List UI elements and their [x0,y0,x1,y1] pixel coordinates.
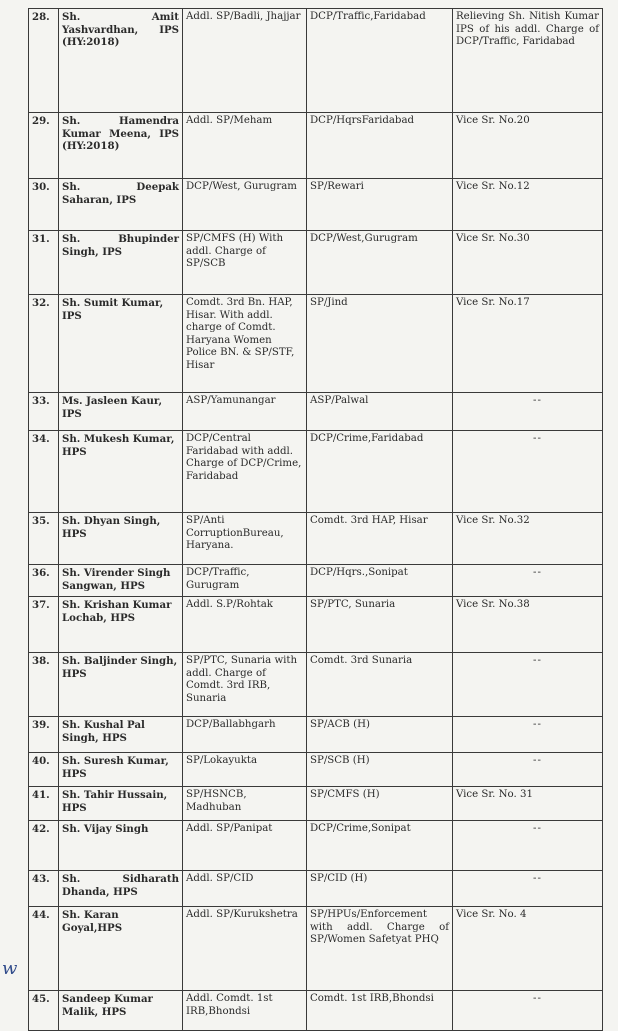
no-remark-dash: -- [533,719,542,730]
table-row [29,907,603,991]
table-row [29,513,603,565]
sr-no-cell: 42. [29,821,59,871]
sr-no-cell: 41. [29,787,59,821]
to-post-cell: Comdt. 3rd HAP, Hisar [307,513,453,565]
officer-name-cell: Sh. Bhupinder Singh, IPS [59,231,183,295]
officer-name-cell: Sh. Karan Goyal,HPS [59,907,183,991]
officer-name-cell: Sh. Krishan Kumar Lochab, HPS [59,597,183,653]
table-row [29,753,603,787]
remarks-cell: Vice Sr. No.30 [453,231,603,295]
remarks-cell [453,717,603,753]
remarks-cell: Relieving Sh. Nitish Kumar IPS of his addl. Charge of DCP/Traffic, Faridabad [453,9,603,113]
sr-no-cell: 36. [29,565,59,597]
to-post-cell: SP/CID (H) [307,871,453,907]
from-post-cell: DCP/Ballabhgarh [183,717,307,753]
table-row [29,113,603,179]
to-post-cell: Comdt. 3rd Sunaria [307,653,453,717]
sr-no-cell: 40. [29,753,59,787]
transfer-table [28,8,603,1031]
no-remark-dash: -- [533,433,542,444]
officer-name-cell: Sh. Sumit Kumar, IPS [59,295,183,393]
officer-name-cell: Sandeep Kumar Malik, HPS [59,991,183,1031]
remarks-cell [453,753,603,787]
remarks-cell [453,431,603,513]
from-post-cell: Addl. SP/Panipat [183,821,307,871]
from-post-cell: DCP/Central Faridabad with addl. Charge of DCP/Crime, Faridabad [183,431,307,513]
no-remark-dash: -- [533,823,542,834]
table-row [29,295,603,393]
to-post-cell: SP/ACB (H) [307,717,453,753]
remarks-cell: Vice Sr. No. 4 [453,907,603,991]
from-post-cell: SP/Lokayukta [183,753,307,787]
to-post-cell: SP/Jind [307,295,453,393]
sr-no-cell: 39. [29,717,59,753]
to-post-cell: SP/HPUs/Enforcement with addl. Charge of SP/Women Safetyat PHQ [307,907,453,991]
remarks-cell: Vice Sr. No.38 [453,597,603,653]
sr-no-cell: 37. [29,597,59,653]
no-remark-dash: -- [533,873,542,884]
officer-name-cell: Sh. Virender Singh Sangwan, HPS [59,565,183,597]
sr-no-cell: 45. [29,991,59,1031]
remarks-cell: Vice Sr. No.32 [453,513,603,565]
remarks-cell: Vice Sr. No.20 [453,113,603,179]
to-post-cell: SP/CMFS (H) [307,787,453,821]
sr-no-cell: 32. [29,295,59,393]
table-row [29,231,603,295]
to-post-cell: ASP/Palwal [307,393,453,431]
remarks-cell [453,991,603,1031]
from-post-cell: DCP/West, Gurugram [183,179,307,231]
from-post-cell: SP/CMFS (H) With addl. Charge of SP/SCB [183,231,307,295]
sr-no-cell: 29. [29,113,59,179]
sr-no-cell: 44. [29,907,59,991]
remarks-cell [453,653,603,717]
table-row [29,653,603,717]
table-row [29,871,603,907]
remarks-cell: Vice Sr. No.17 [453,295,603,393]
officer-name-cell: Sh. Kushal Pal Singh, HPS [59,717,183,753]
margin-ink-mark: w [2,958,18,979]
to-post-cell: DCP/Traffic,Faridabad [307,9,453,113]
from-post-cell: ASP/Yamunangar [183,393,307,431]
from-post-cell: Addl. SP/CID [183,871,307,907]
officer-name-cell: Sh. Vijay Singh [59,821,183,871]
sr-no-cell: 31. [29,231,59,295]
from-post-cell: SP/HSNCB, Madhuban [183,787,307,821]
sr-no-cell: 33. [29,393,59,431]
no-remark-dash: -- [533,655,542,666]
table-row [29,787,603,821]
from-post-cell: Addl. SP/Badli, Jhajjar [183,9,307,113]
remarks-cell: Vice Sr. No. 31 [453,787,603,821]
officer-name-cell: Ms. Jasleen Kaur, IPS [59,393,183,431]
officer-name-cell: Sh. Baljinder Singh, HPS [59,653,183,717]
to-post-cell: Comdt. 1st IRB,Bhondsi [307,991,453,1031]
to-post-cell: SP/Rewari [307,179,453,231]
remarks-cell [453,565,603,597]
sr-no-cell: 30. [29,179,59,231]
officer-name-cell: Sh. Mukesh Kumar, HPS [59,431,183,513]
from-post-cell: Addl. S.P/Rohtak [183,597,307,653]
remarks-cell [453,821,603,871]
from-post-cell: Comdt. 3rd Bn. HAP, Hisar. With addl. charge of Comdt. Haryana Women Police BN. & SP/STF, Hisar [183,295,307,393]
table-row [29,597,603,653]
no-remark-dash: -- [533,755,542,766]
no-remark-dash: -- [533,993,542,1004]
sr-no-cell: 38. [29,653,59,717]
officer-name-cell: Sh. Suresh Kumar, HPS [59,753,183,787]
remarks-cell [453,393,603,431]
sr-no-cell: 28. [29,9,59,113]
table-row [29,393,603,431]
sr-no-cell: 34. [29,431,59,513]
officer-name-cell: Sh. Tahir Hussain, HPS [59,787,183,821]
remarks-cell: Vice Sr. No.12 [453,179,603,231]
table-row [29,9,603,113]
transfer-order-table-page [28,8,602,1022]
sr-no-cell: 35. [29,513,59,565]
to-post-cell: DCP/West,Gurugram [307,231,453,295]
from-post-cell: Addl. SP/Meham [183,113,307,179]
no-remark-dash: -- [533,567,542,578]
remarks-cell [453,871,603,907]
officer-name-cell: Sh. Deepak Saharan, IPS [59,179,183,231]
table-row [29,991,603,1031]
to-post-cell: DCP/Hqrs.,Sonipat [307,565,453,597]
from-post-cell: DCP/Traffic, Gurugram [183,565,307,597]
officer-name-cell: Sh. Dhyan Singh, HPS [59,513,183,565]
table-row [29,179,603,231]
from-post-cell: SP/PTC, Sunaria with addl. Charge of Comdt. 3rd IRB, Sunaria [183,653,307,717]
table-row [29,717,603,753]
officer-name-cell: Sh. Sidharath Dhanda, HPS [59,871,183,907]
transfer-table-body [29,9,603,1031]
to-post-cell: DCP/HqrsFaridabad [307,113,453,179]
to-post-cell: SP/PTC, Sunaria [307,597,453,653]
table-row [29,565,603,597]
no-remark-dash: -- [533,395,542,406]
from-post-cell: Addl. Comdt. 1st IRB,Bhondsi [183,991,307,1031]
from-post-cell: SP/Anti CorruptionBureau, Haryana. [183,513,307,565]
to-post-cell: SP/SCB (H) [307,753,453,787]
to-post-cell: DCP/Crime,Sonipat [307,821,453,871]
to-post-cell: DCP/Crime,Faridabad [307,431,453,513]
table-row [29,431,603,513]
officer-name-cell: Sh. Hamendra Kumar Meena, IPS (HY:2018) [59,113,183,179]
sr-no-cell: 43. [29,871,59,907]
table-row [29,821,603,871]
from-post-cell: Addl. SP/Kurukshetra [183,907,307,991]
officer-name-cell: Sh. Amit Yashvardhan, IPS (HY:2018) [59,9,183,113]
